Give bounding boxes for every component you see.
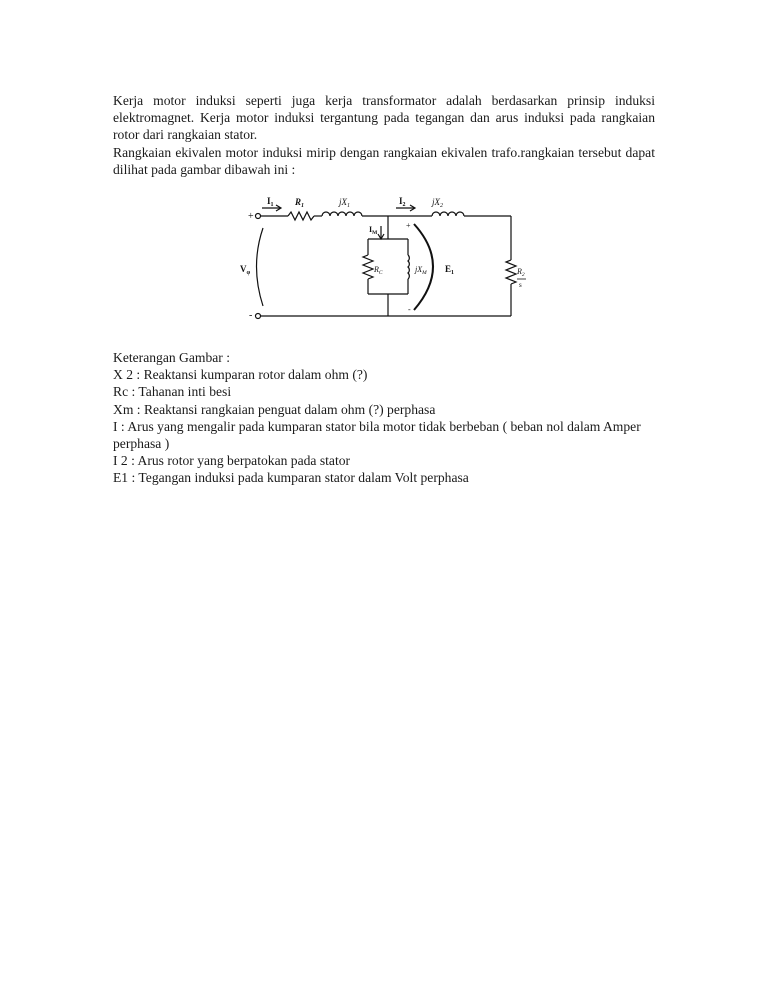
legend-item-xm: Xm : Reaktansi rangkaian penguat dalam ohm (?) perphasa [113,401,436,417]
label-plus-source: + [248,211,254,222]
legend [113,349,655,487]
label-minus-source: - [249,310,253,321]
legend-item-i: I : Arus yang mengalir pada kumparan stator bila motor tidak berbeban ( beban nol dalam Amper perphasa ) [113,418,641,452]
label-R1: $R_1$ [295,197,305,209]
label-plus-E1: + [406,221,411,230]
equivalent-circuit-diagram [236,194,526,324]
legend-item-e1: E1 : Tegangan induksi pada kumparan stator dalam Volt perphasa [113,470,469,486]
label-minus-E1: - [408,305,411,314]
label-IM: $I_M$ [369,225,378,236]
label-I1: $I_1$ [267,196,274,208]
legend-item-i2: I 2 : Arus rotor yang berpatokan pada stator [113,453,351,469]
label-E1: $E_1$ [445,264,455,276]
label-RC: $R_C$ [374,265,383,276]
legend-item-x2: X 2 : Reaktansi kumparan rotor dalam ohm (?) [113,367,368,383]
label-I2: $I_2$ [399,196,406,208]
label-Vphi: $V_\varphi$ [240,264,251,276]
label-R2: $R_2$ [517,267,525,278]
legend-title: Keterangan Gambar : [113,350,231,365]
legend-item-rc: Rc : Tahanan inti besi [113,384,232,400]
paragraph-intro: Kerja motor induksi seperti juga kerja transformator adalah berdasarkan prinsip induksi elektromagnet. Kerja motor induksi tergantung pada tegangan dan arus induksi pada rangkaian rotor dari rangkaian stator. [113,93,655,143]
label-jXM: $jX_M$ [415,265,427,276]
label-jX1: $jX_1$ [339,197,350,209]
label-s: s [519,281,522,289]
label-jX2: $jX_2$ [432,197,443,209]
paragraph-equivalent-circuit: Rangkaian ekivalen motor induksi mirip dengan rangkaian ekivalen trafo.rangkaian tersebut dapat dilihat pada gambar dibawah ini : [113,145,655,178]
